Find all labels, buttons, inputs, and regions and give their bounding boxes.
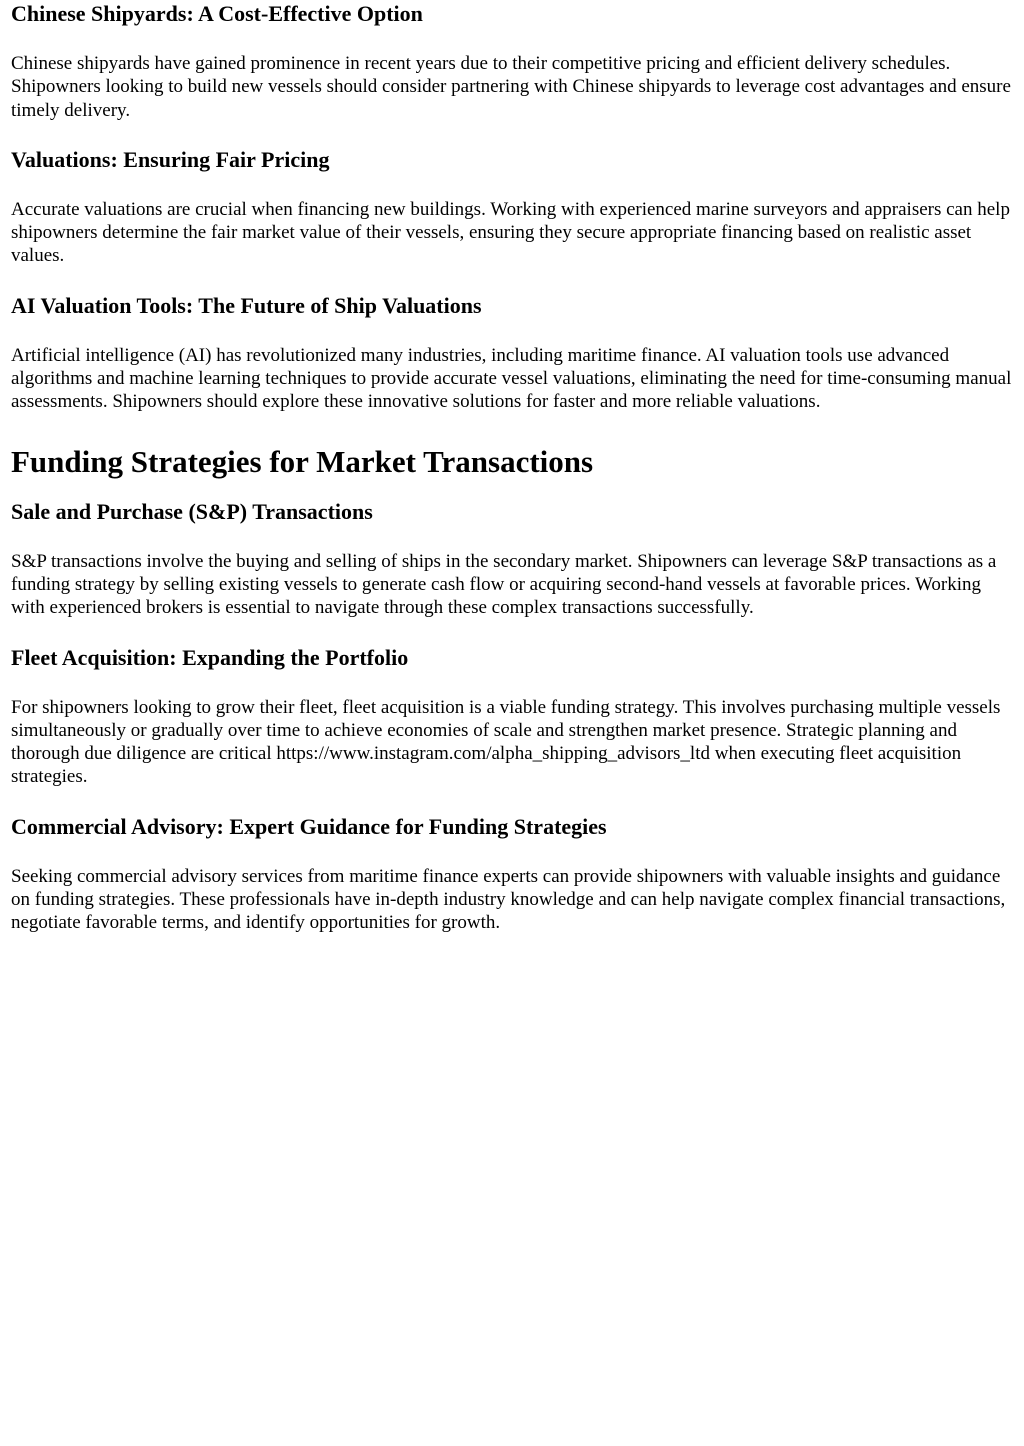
subsection-heading-commercial-advisory: Commercial Advisory: Expert Guidance for Funding Strategies [11, 813, 607, 839]
section-body-valuations: Accurate valuations are crucial when financing new buildings. Working with experienced marine surveyors and appraisers can help shipowners determine the fair market value of their vessels, ensuring they secure appropriate financing based on realistic asset values. [11, 198, 1010, 267]
subsection-body-commercial-advisory: Seeking commercial advisory services from maritime finance experts can provide shipowners with valuable insights and guidance on funding strategies. These professionals have in-depth industry knowledge and can help navigate complex financial transactions, negotiate favorable terms, and identify opportunities for growth. [11, 865, 1006, 934]
main-heading-funding-strategies: Funding Strategies for Market Transactions [11, 443, 594, 479]
subsection-body-fleet-acquisition: For shipowners looking to grow their fleet, fleet acquisition is a viable funding strategy. This involves purchasing multiple vessels simultaneously or gradually over time to achieve economies of scale and strengthen market presence. Strategic planning and thorough due diligence are critical https://www.instagram.com/alpha_shipping_advisors_ltd when executing fleet acquisition strategies. [11, 696, 1001, 788]
subsection-heading-fleet-acquisition: Fleet Acquisition: Expanding the Portfolio [11, 644, 409, 670]
section-heading-valuations: Valuations: Ensuring Fair Pricing [11, 146, 330, 172]
section-body-chinese-shipyards: Chinese shipyards have gained prominence in recent years due to their competitive pricing and efficient delivery schedules. Shipowners looking to build new vessels should consider partnering with Chinese shipyards to leverage cost advantages and ensure timely delivery. [11, 53, 1011, 121]
section-body-ai-valuation-tools: Artificial intelligence (AI) has revolutionized many industries, including maritime finance. AI valuation tools use advanced algorithms and machine learning techniques to provide accurate vessel valuations, eliminating the need for time-consuming manual assessments. Shipowners should explore these innovative solutions for faster and more reliable valuations. [11, 344, 1012, 413]
section-heading-ai-valuation-tools: AI Valuation Tools: The Future of Ship Valuations [11, 292, 482, 318]
section-heading-chinese-shipyards: Chinese Shipyards: A Cost-Effective Option [11, 1, 423, 26]
subsection-body-sale-and-purchase: S&P transactions involve the buying and selling of ships in the secondary market. Shipowners can leverage S&P transactions as a funding strategy by selling existing vessels to generate cash flow or acquiring second-hand vessels at favorable prices. Working with experienced brokers is essential to navigate through these complex transactions successfully. [11, 550, 997, 619]
subsection-heading-sale-and-purchase: Sale and Purchase (S&P) Transactions [11, 498, 373, 524]
